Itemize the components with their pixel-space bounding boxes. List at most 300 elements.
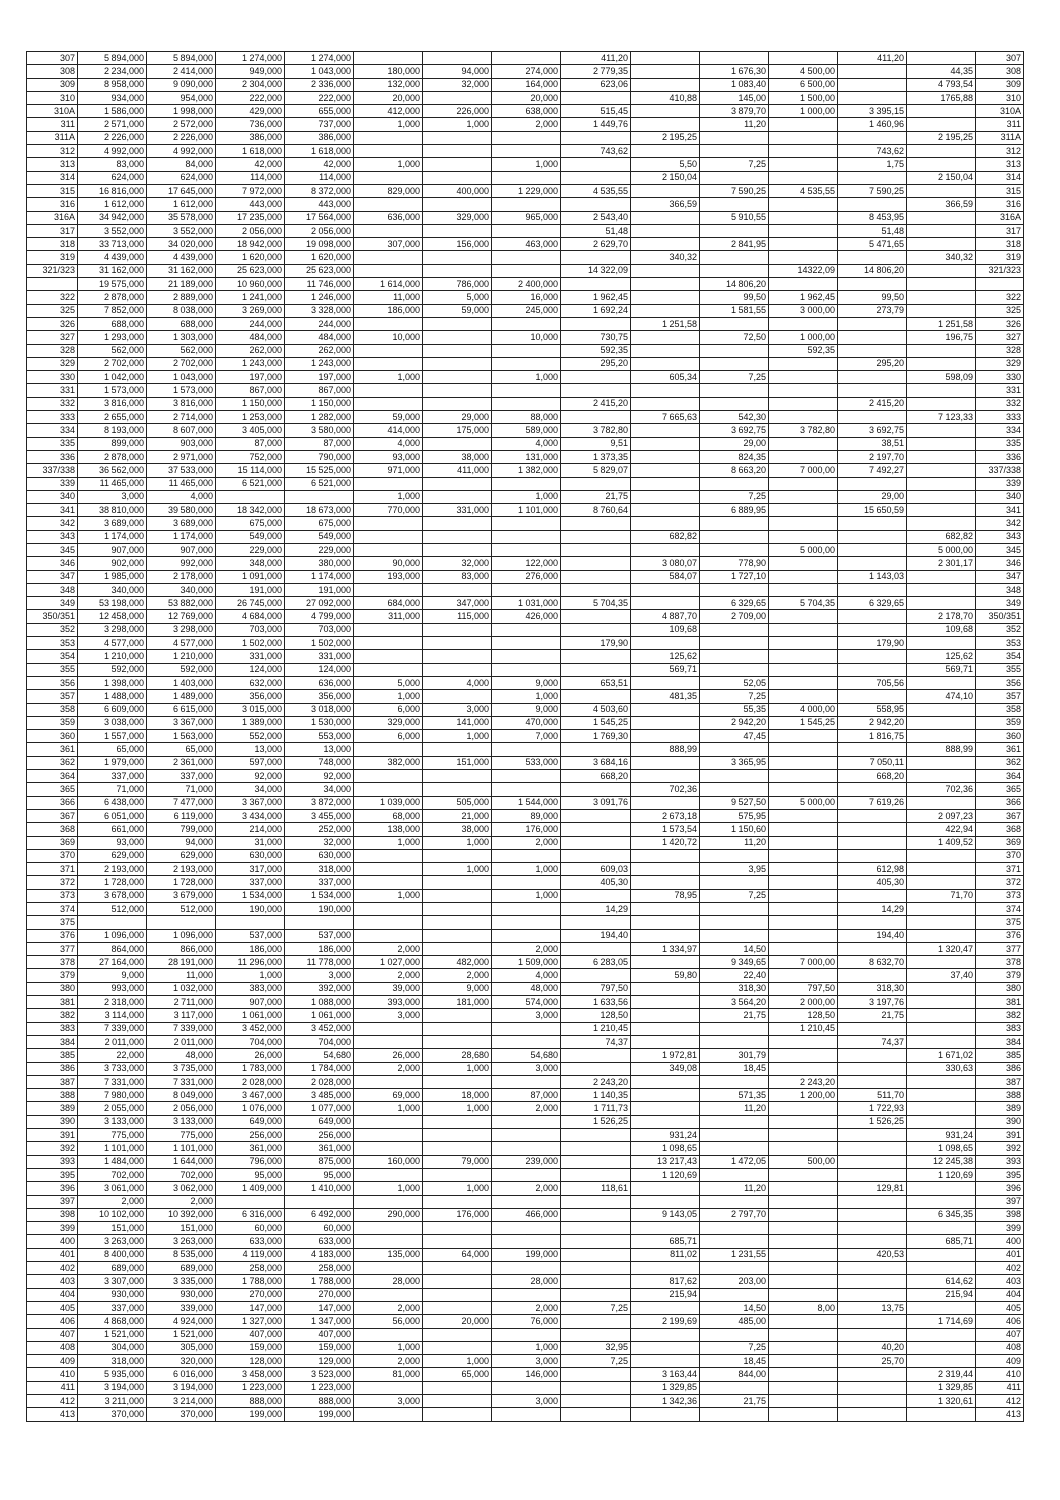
- table-cell: [354, 1328, 423, 1341]
- table-cell: [838, 1315, 907, 1328]
- table-cell: 1 783,000: [216, 1062, 285, 1075]
- table-cell: 3 365,95: [700, 756, 769, 769]
- table-cell: [354, 1115, 423, 1128]
- table-cell: 337/338: [976, 464, 1024, 477]
- table-cell: [423, 317, 492, 330]
- table-cell: 844,00: [700, 1368, 769, 1381]
- table-cell: 1,000: [354, 889, 423, 902]
- table-cell: 2,000: [492, 1102, 561, 1115]
- table-cell: 295,20: [838, 357, 907, 370]
- table-cell: 327: [976, 331, 1024, 344]
- table-cell: 69,000: [354, 1089, 423, 1102]
- table-cell: 592,35: [561, 344, 631, 357]
- table-row: [27, 91, 1024, 104]
- table-cell: 888,99: [631, 743, 700, 756]
- table-cell: [492, 1022, 561, 1035]
- table-cell: 4 183,000: [285, 1248, 354, 1261]
- table-cell: 2,000: [78, 1195, 147, 1208]
- table-cell: 358: [27, 703, 78, 716]
- table-cell: [561, 517, 631, 530]
- table-cell: 1 329,85: [907, 1381, 976, 1394]
- table-cell: 347: [27, 570, 78, 583]
- table-cell: 7,25: [700, 889, 769, 902]
- table-cell: [700, 198, 769, 211]
- table-cell: 3 689,000: [78, 517, 147, 530]
- table-cell: 337,000: [78, 770, 147, 783]
- table-cell: 3 458,000: [216, 1368, 285, 1381]
- table-cell: 1 614,000: [354, 278, 423, 291]
- table-cell: 68,000: [354, 809, 423, 822]
- table-cell: 1 979,000: [78, 756, 147, 769]
- table-cell: [354, 384, 423, 397]
- table-cell: 411,20: [838, 52, 907, 65]
- table-cell: 484,000: [216, 331, 285, 344]
- table-cell: 7 852,000: [78, 304, 147, 317]
- table-cell: 315: [976, 184, 1024, 197]
- table-cell: 1,000: [354, 118, 423, 131]
- table-cell: 2,000: [354, 1355, 423, 1368]
- table-cell: [354, 145, 423, 158]
- table-cell: 1 676,30: [700, 65, 769, 78]
- table-cell: 6 316,000: [216, 1208, 285, 1221]
- table-cell: 1 140,35: [561, 1089, 631, 1102]
- table-cell: [838, 650, 907, 663]
- table-cell: 533,000: [492, 756, 561, 769]
- table-cell: [354, 770, 423, 783]
- table-cell: 574,000: [492, 996, 561, 1009]
- table-cell: 1 714,69: [907, 1315, 976, 1328]
- table-cell: 3 395,15: [838, 105, 907, 118]
- table-cell: 31,000: [216, 836, 285, 849]
- table-cell: 199,000: [492, 1248, 561, 1261]
- table-cell: 11 296,000: [216, 956, 285, 969]
- table-row: [27, 131, 1024, 144]
- table-cell: 407,000: [216, 1328, 285, 1341]
- table-cell: 4 793,54: [907, 78, 976, 91]
- table-cell: [907, 796, 976, 809]
- table-row: [27, 1168, 1024, 1181]
- table-cell: 2 942,20: [838, 716, 907, 729]
- table-cell: 2 714,000: [147, 411, 216, 424]
- table-cell: 1 150,000: [216, 397, 285, 410]
- table-cell: 3 552,000: [78, 224, 147, 237]
- table-cell: 864,000: [78, 942, 147, 955]
- table-cell: [492, 637, 561, 650]
- table-cell: [907, 916, 976, 929]
- table-cell: 32,000: [423, 557, 492, 570]
- table-cell: 377: [976, 942, 1024, 955]
- table-cell: 317: [27, 224, 78, 237]
- table-cell: 406: [976, 1315, 1024, 1328]
- table-cell: [423, 1075, 492, 1088]
- table-cell: [907, 357, 976, 370]
- table-cell: 2 711,000: [147, 996, 216, 1009]
- table-cell: 597,000: [216, 756, 285, 769]
- table-cell: 390: [976, 1115, 1024, 1128]
- table-cell: 354: [27, 650, 78, 663]
- table-cell: 94,000: [423, 65, 492, 78]
- table-cell: 1,000: [354, 1102, 423, 1115]
- table-cell: 147,000: [285, 1301, 354, 1314]
- table-cell: [354, 863, 423, 876]
- table-cell: 584,07: [631, 570, 700, 583]
- table-cell: 329: [27, 357, 78, 370]
- table-cell: 1 521,000: [78, 1328, 147, 1341]
- table-cell: 702,000: [78, 1168, 147, 1181]
- table-row: [27, 1009, 1024, 1022]
- table-cell: 310: [27, 91, 78, 104]
- table-cell: 308: [976, 65, 1024, 78]
- table-cell: 875,000: [285, 1155, 354, 1168]
- table-cell: 705,56: [838, 676, 907, 689]
- table-cell: [631, 238, 700, 251]
- table-cell: 318,30: [838, 982, 907, 995]
- table-cell: [561, 942, 631, 955]
- table-cell: 348: [27, 583, 78, 596]
- table-cell: 3 091,76: [561, 796, 631, 809]
- table-cell: [423, 583, 492, 596]
- table-cell: 11,20: [700, 1102, 769, 1115]
- table-cell: 262,000: [285, 344, 354, 357]
- table-cell: [631, 1075, 700, 1088]
- table-cell: [423, 942, 492, 955]
- table-row: [27, 743, 1024, 756]
- table-cell: [769, 849, 838, 862]
- table-cell: [354, 171, 423, 184]
- table-cell: 11,000: [147, 969, 216, 982]
- table-cell: 9,000: [492, 676, 561, 689]
- table-cell: [838, 916, 907, 929]
- table-cell: [700, 344, 769, 357]
- table-row: [27, 889, 1024, 902]
- table-cell: [838, 1368, 907, 1381]
- table-cell: 630,000: [285, 849, 354, 862]
- table-cell: 685,71: [907, 1235, 976, 1248]
- table-cell: 386: [976, 1062, 1024, 1075]
- table-cell: [631, 224, 700, 237]
- table-cell: [631, 756, 700, 769]
- table-cell: 903,000: [147, 437, 216, 450]
- table-cell: [354, 251, 423, 264]
- table-row: [27, 903, 1024, 916]
- table-cell: 342: [976, 517, 1024, 530]
- table-cell: 87,000: [492, 1089, 561, 1102]
- table-cell: [838, 743, 907, 756]
- table-cell: 703,000: [216, 623, 285, 636]
- table-cell: 3 062,000: [147, 1182, 216, 1195]
- table-cell: 1 581,55: [700, 304, 769, 317]
- table-cell: 778,90: [700, 557, 769, 570]
- table-cell: 87,000: [285, 437, 354, 450]
- table-cell: 4 439,000: [78, 251, 147, 264]
- table-cell: 1 229,000: [492, 184, 561, 197]
- table-cell: 341: [27, 504, 78, 517]
- table-cell: [631, 1355, 700, 1368]
- table-cell: 1 985,000: [78, 570, 147, 583]
- table-cell: 203,00: [700, 1275, 769, 1288]
- table-cell: [354, 1288, 423, 1301]
- table-cell: [492, 1262, 561, 1275]
- table-cell: 342: [27, 517, 78, 530]
- table-cell: 15 525,000: [285, 464, 354, 477]
- table-cell: 6 119,000: [147, 809, 216, 822]
- table-cell: 552,000: [216, 730, 285, 743]
- table-cell: 1,000: [423, 1062, 492, 1075]
- table-cell: 21 189,000: [147, 278, 216, 291]
- table-cell: 124,000: [285, 663, 354, 676]
- table-cell: 931,24: [907, 1129, 976, 1142]
- table-cell: 382,000: [354, 756, 423, 769]
- table-cell: 902,000: [78, 557, 147, 570]
- table-cell: 365: [976, 783, 1024, 796]
- table-cell: [492, 623, 561, 636]
- table-cell: 402: [27, 1262, 78, 1275]
- table-cell: 2,000: [492, 1301, 561, 1314]
- table-cell: 3 133,000: [147, 1115, 216, 1128]
- table-cell: 393,000: [354, 996, 423, 1009]
- table-cell: 229,000: [285, 543, 354, 556]
- table-cell: [769, 916, 838, 929]
- table-cell: 215,94: [907, 1288, 976, 1301]
- table-cell: 1 223,000: [216, 1381, 285, 1394]
- table-cell: 28,680: [423, 1049, 492, 1062]
- table-row: [27, 331, 1024, 344]
- table-cell: [700, 543, 769, 556]
- table-cell: [838, 1394, 907, 1407]
- table-cell: 1 251,58: [907, 317, 976, 330]
- table-cell: 191,000: [216, 583, 285, 596]
- table-cell: [285, 490, 354, 503]
- table-cell: 888,000: [216, 1394, 285, 1407]
- table-cell: [423, 517, 492, 530]
- table-cell: 346: [27, 557, 78, 570]
- table-cell: 1 373,35: [561, 450, 631, 463]
- table-cell: 373: [976, 889, 1024, 902]
- table-cell: [838, 849, 907, 862]
- table-cell: [700, 477, 769, 490]
- table-cell: 8 049,000: [147, 1089, 216, 1102]
- table-cell: 99,50: [838, 291, 907, 304]
- table-cell: [492, 1381, 561, 1394]
- table-cell: 4 503,60: [561, 703, 631, 716]
- table-cell: 3 269,000: [216, 304, 285, 317]
- table-cell: 318,000: [78, 1355, 147, 1368]
- table-cell: 965,000: [492, 211, 561, 224]
- table-cell: 605,34: [631, 371, 700, 384]
- table-row: [27, 357, 1024, 370]
- table-cell: 411,000: [423, 464, 492, 477]
- table-cell: [700, 583, 769, 596]
- table-row: [27, 756, 1024, 769]
- table-cell: [423, 437, 492, 450]
- table-cell: 2 414,000: [147, 65, 216, 78]
- table-body: [27, 52, 1024, 1422]
- table-cell: 331,000: [285, 650, 354, 663]
- table-cell: [492, 770, 561, 783]
- table-cell: 3 307,000: [78, 1275, 147, 1288]
- table-cell: 179,90: [561, 637, 631, 650]
- table-cell: [423, 1142, 492, 1155]
- table-cell: 1 274,000: [285, 52, 354, 65]
- table-cell: [700, 1035, 769, 1048]
- table-cell: [354, 849, 423, 862]
- table-cell: 3 467,000: [216, 1089, 285, 1102]
- table-row: [27, 371, 1024, 384]
- table-cell: 353: [976, 637, 1024, 650]
- table-cell: [423, 743, 492, 756]
- table-cell: [492, 477, 561, 490]
- table-cell: [769, 1129, 838, 1142]
- table-cell: 2,000: [354, 969, 423, 982]
- table-cell: 9,000: [423, 982, 492, 995]
- table-cell: [838, 78, 907, 91]
- table-cell: 1 088,000: [285, 996, 354, 1009]
- table-cell: [907, 1355, 976, 1368]
- table-cell: [907, 278, 976, 291]
- table-cell: 38,000: [423, 823, 492, 836]
- table-cell: [561, 171, 631, 184]
- table-cell: [561, 583, 631, 596]
- table-cell: [631, 876, 700, 889]
- table-cell: [907, 1341, 976, 1354]
- table-cell: 347,000: [423, 597, 492, 610]
- table-cell: 160,000: [354, 1155, 423, 1168]
- table-cell: 1 000,00: [769, 105, 838, 118]
- table-row: [27, 198, 1024, 211]
- table-cell: [423, 1288, 492, 1301]
- table-cell: 1 409,000: [216, 1182, 285, 1195]
- table-cell: 1 618,000: [285, 145, 354, 158]
- table-cell: 888,99: [907, 743, 976, 756]
- table-cell: 6 283,05: [561, 956, 631, 969]
- table-cell: 21,75: [838, 1009, 907, 1022]
- table-cell: 379: [976, 969, 1024, 982]
- table-cell: 28,000: [492, 1275, 561, 1288]
- table-cell: 3 816,000: [78, 397, 147, 410]
- table-cell: [561, 1248, 631, 1261]
- table-cell: 2 197,70: [838, 450, 907, 463]
- table-cell: 411,20: [561, 52, 631, 65]
- table-cell: 1,000: [423, 118, 492, 131]
- table-cell: [769, 504, 838, 517]
- table-cell: 95,000: [285, 1168, 354, 1181]
- table-cell: 413: [976, 1408, 1024, 1421]
- table-cell: [838, 65, 907, 78]
- table-cell: 2,000: [492, 942, 561, 955]
- table-row: [27, 1142, 1024, 1155]
- table-cell: 17 645,000: [147, 184, 216, 197]
- table-cell: 21,75: [700, 1009, 769, 1022]
- table-cell: 614,62: [907, 1275, 976, 1288]
- table-cell: 2,000: [492, 1182, 561, 1195]
- table-cell: [838, 171, 907, 184]
- table-cell: 28 191,000: [147, 956, 216, 969]
- table-cell: [561, 198, 631, 211]
- table-cell: 971,000: [354, 464, 423, 477]
- table-cell: 404: [976, 1288, 1024, 1301]
- table-row: [27, 1075, 1024, 1088]
- table-cell: [561, 1168, 631, 1181]
- table-row: [27, 1341, 1024, 1354]
- table-row: [27, 291, 1024, 304]
- table-row: [27, 1049, 1024, 1062]
- table-cell: 3 263,000: [147, 1235, 216, 1248]
- table-cell: [423, 397, 492, 410]
- table-cell: 10,000: [354, 331, 423, 344]
- table-cell: 2 572,000: [147, 118, 216, 131]
- table-cell: 7,25: [700, 1341, 769, 1354]
- table-cell: [907, 1075, 976, 1088]
- table-cell: 42,000: [285, 158, 354, 171]
- table-cell: 1 210,000: [78, 650, 147, 663]
- table-cell: 4,000: [492, 969, 561, 982]
- table-cell: [769, 357, 838, 370]
- table-cell: [561, 477, 631, 490]
- table-cell: 636,000: [354, 211, 423, 224]
- table-cell: [700, 903, 769, 916]
- table-cell: [354, 264, 423, 277]
- table-cell: [838, 331, 907, 344]
- table-cell: 511,70: [838, 1089, 907, 1102]
- table-cell: [423, 251, 492, 264]
- table-cell: 11 465,000: [147, 477, 216, 490]
- table-cell: 661,000: [78, 823, 147, 836]
- table-cell: 392: [27, 1142, 78, 1155]
- table-cell: [769, 224, 838, 237]
- table-cell: [631, 796, 700, 809]
- table-cell: 330: [976, 371, 1024, 384]
- table-cell: 5 000,00: [907, 543, 976, 556]
- table-cell: [354, 1035, 423, 1048]
- table-cell: 314: [976, 171, 1024, 184]
- table-cell: [631, 477, 700, 490]
- table-row: [27, 583, 1024, 596]
- table-cell: [907, 184, 976, 197]
- table-cell: [631, 304, 700, 317]
- table-cell: 2 889,000: [147, 291, 216, 304]
- table-cell: [907, 1102, 976, 1115]
- table-row: [27, 477, 1024, 490]
- table-cell: 2 655,000: [78, 411, 147, 424]
- table-row: [27, 1315, 1024, 1328]
- table-cell: 353: [27, 637, 78, 650]
- table-cell: [492, 1035, 561, 1048]
- table-cell: 9 143,05: [631, 1208, 700, 1221]
- table-cell: 553,000: [285, 730, 354, 743]
- table-cell: [700, 1328, 769, 1341]
- table-cell: 391: [976, 1129, 1024, 1142]
- table-cell: [769, 929, 838, 942]
- table-cell: 141,000: [423, 716, 492, 729]
- table-cell: 239,000: [492, 1155, 561, 1168]
- table-cell: [907, 597, 976, 610]
- table-cell: [838, 517, 907, 530]
- table-cell: [423, 131, 492, 144]
- table-cell: 3 335,000: [147, 1275, 216, 1288]
- table-cell: [769, 809, 838, 822]
- table-cell: 83,000: [423, 570, 492, 583]
- table-row: [27, 1115, 1024, 1128]
- table-cell: [492, 357, 561, 370]
- table-cell: [423, 690, 492, 703]
- table-cell: [907, 1035, 976, 1048]
- table-cell: [838, 1168, 907, 1181]
- table-cell: 3 061,000: [78, 1182, 147, 1195]
- table-cell: [631, 597, 700, 610]
- table-cell: 345: [976, 543, 1024, 556]
- table-cell: 78,95: [631, 889, 700, 902]
- table-cell: [216, 490, 285, 503]
